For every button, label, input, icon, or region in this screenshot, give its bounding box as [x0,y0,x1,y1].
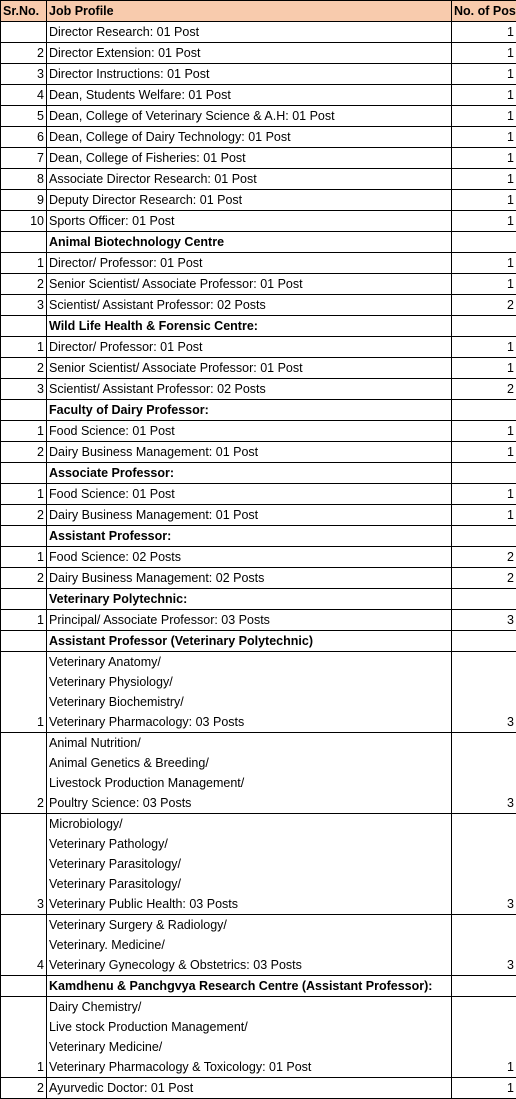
job-profile-line: Live stock Production Management/ [49,1017,449,1037]
section-header-row [1,463,516,484]
posts-count-cell [452,976,516,997]
sr-no-cell: 4 [1,85,47,106]
section-title-cell [47,589,452,610]
section-title-cell [47,232,452,253]
job-profile-line: Veterinary Parasitology/ [49,874,449,894]
table-row [1,814,516,915]
table-row [1,568,516,589]
job-profile-line: Veterinary Surgery & Radiology/ [49,915,449,935]
job-profile-line: Veterinary Public Health: 03 Posts [49,894,449,914]
table-row [1,358,516,379]
table-row [1,274,516,295]
posts-count-cell: 3 [452,915,516,976]
posts-count-cell: 3 [452,733,516,814]
job-profile-cell [47,421,452,442]
job-profile-line: Director Extension: 01 Post [49,43,449,63]
job-profile-line: Wild Life Health & Forensic Centre: [49,316,449,336]
job-profile-line: Veterinary Pharmacology & Toxicology: 01 Post [49,1057,449,1077]
job-profile-line: Faculty of Dairy Professor: [49,400,449,420]
table-row [1,547,516,568]
table-row [1,379,516,400]
posts-count-cell [452,400,516,421]
job-profile-cell [47,814,452,915]
posts-count-cell: 3 [452,610,516,631]
job-profile-line: Director/ Professor: 01 Post [49,253,449,273]
sr-no-cell: 9 [1,190,47,211]
job-profile-line: Director/ Professor: 01 Post [49,337,449,357]
job-profile-line: Veterinary Biochemistry/ [49,692,449,712]
posts-count-cell: 2 [452,379,516,400]
posts-count-cell: 2 [452,568,516,589]
table-row [1,127,516,148]
job-profile-line: Dean, College of Veterinary Science & A.H: 01 Post [49,106,449,126]
sr-no-cell: 7 [1,148,47,169]
sr-no-cell: 6 [1,127,47,148]
sr-no-cell: 1 [1,652,47,733]
section-header-row [1,400,516,421]
job-profile-cell [47,22,452,43]
job-profile-cell [47,169,452,190]
section-header-row [1,589,516,610]
job-profile-line: Animal Nutrition/ [49,733,449,753]
header-sr-no: Sr.No. [1,1,47,22]
job-profile-line: Dean, College of Fisheries: 01 Post [49,148,449,168]
job-profile-line: Dairy Business Management: 02 Posts [49,568,449,588]
job-profile-line: Veterinary. Medicine/ [49,935,449,955]
job-profile-line: Director Research: 01 Post [49,22,449,42]
job-profile-line: Animal Genetics & Breeding/ [49,753,449,773]
job-profile-line: Assistant Professor (Veterinary Polytechnic) [49,631,449,651]
posts-count-cell: 1 [452,64,516,85]
sr-no-cell: 2 [1,505,47,526]
table-row [1,442,516,463]
job-profile-cell [47,85,452,106]
job-profile-line: Principal/ Associate Professor: 03 Posts [49,610,449,630]
sr-no-cell [1,22,47,43]
job-profile-line: Food Science: 01 Post [49,484,449,504]
job-profile-line: Deputy Director Research: 01 Post [49,190,449,210]
sr-no-cell [1,976,47,997]
job-profile-line: Dairy Business Management: 01 Post [49,442,449,462]
posts-count-cell: 1 [452,358,516,379]
sr-no-cell: 4 [1,915,47,976]
job-profile-line: Veterinary Polytechnic: [49,589,449,609]
posts-count-cell: 3 [452,652,516,733]
posts-count-cell: 1 [452,421,516,442]
posts-count-cell: 1 [452,337,516,358]
posts-count-cell: 1 [452,127,516,148]
job-profile-line: Dairy Chemistry/ [49,997,449,1017]
job-profile-cell [47,64,452,85]
job-profile-cell [47,43,452,64]
posts-count-cell [452,631,516,652]
table-row [1,211,516,232]
job-profile-cell [47,358,452,379]
sr-no-cell: 1 [1,337,47,358]
sr-no-cell: 5 [1,106,47,127]
posts-count-cell: 1 [452,169,516,190]
sr-no-cell: 2 [1,442,47,463]
job-profile-cell [47,337,452,358]
sr-no-cell: 1 [1,253,47,274]
posts-count-cell: 1 [452,190,516,211]
posts-count-cell: 2 [452,547,516,568]
sr-no-cell [1,232,47,253]
section-header-row [1,316,516,337]
job-profile-line: Livestock Production Management/ [49,773,449,793]
posts-count-cell: 1 [452,22,516,43]
table-row [1,997,516,1078]
table-row [1,85,516,106]
sr-no-cell: 3 [1,379,47,400]
posts-count-cell: 1 [452,253,516,274]
job-profile-cell [47,652,452,733]
section-title-cell [47,631,452,652]
sr-no-cell [1,526,47,547]
posts-count-cell: 1 [452,997,516,1078]
job-profile-line: Ayurvedic Doctor: 01 Post [49,1078,449,1098]
job-profile-line: Director Instructions: 01 Post [49,64,449,84]
posts-count-cell [452,589,516,610]
job-profile-cell [47,274,452,295]
sr-no-cell [1,316,47,337]
job-profile-line: Senior Scientist/ Associate Professor: 01 Post [49,358,449,378]
job-profile-cell [47,505,452,526]
sr-no-cell: 2 [1,358,47,379]
job-profile-line: Veterinary Medicine/ [49,1037,449,1057]
job-profile-line: Veterinary Anatomy/ [49,652,449,672]
posts-count-cell [452,463,516,484]
posts-count-cell: 1 [452,43,516,64]
sr-no-cell [1,589,47,610]
job-profile-cell [47,610,452,631]
table-body [1,22,516,1099]
table-row [1,421,516,442]
job-profile-line: Veterinary Pathology/ [49,834,449,854]
sr-no-cell: 2 [1,274,47,295]
table-row [1,253,516,274]
job-profile-line: Scientist/ Assistant Professor: 02 Posts [49,379,449,399]
job-profile-line: Food Science: 02 Posts [49,547,449,567]
job-profile-line: Microbiology/ [49,814,449,834]
table-row [1,337,516,358]
job-profile-cell [47,211,452,232]
table-row [1,106,516,127]
section-title-cell [47,976,452,997]
sr-no-cell: 1 [1,610,47,631]
posts-count-cell: 2 [452,295,516,316]
job-profile-line: Kamdhenu & Panchgvya Research Centre (Assistant Professor): [49,976,449,996]
table-row [1,295,516,316]
sr-no-cell: 10 [1,211,47,232]
posts-count-cell: 1 [452,211,516,232]
job-profile-line: Animal Biotechnology Centre [49,232,449,252]
sr-no-cell: 2 [1,43,47,64]
section-title-cell [47,526,452,547]
header-job-profile: Job Profile [47,1,452,22]
job-profile-line: Associate Professor: [49,463,449,483]
table-row [1,610,516,631]
sr-no-cell: 2 [1,568,47,589]
table-row [1,1078,516,1099]
job-profile-cell [47,484,452,505]
section-title-cell [47,316,452,337]
sr-no-cell: 1 [1,421,47,442]
job-profile-line: Dean, Students Welfare: 01 Post [49,85,449,105]
job-profile-cell [47,253,452,274]
section-title-cell [47,463,452,484]
sr-no-cell: 1 [1,997,47,1078]
posts-count-cell: 1 [452,274,516,295]
sr-no-cell: 3 [1,295,47,316]
sr-no-cell: 8 [1,169,47,190]
job-profile-line: Veterinary Physiology/ [49,672,449,692]
job-profile-cell [47,997,452,1078]
job-profile-cell [47,106,452,127]
sr-no-cell: 1 [1,484,47,505]
posts-count-cell: 1 [452,85,516,106]
table-row [1,915,516,976]
job-profile-cell [47,733,452,814]
header-no-of-posts: No. of Pos [452,1,516,22]
sr-no-cell [1,631,47,652]
posts-count-cell: 1 [452,484,516,505]
sr-no-cell: 2 [1,733,47,814]
job-profile-cell [47,442,452,463]
job-profile-line: Veterinary Parasitology/ [49,854,449,874]
table-row [1,505,516,526]
sr-no-cell [1,400,47,421]
sr-no-cell: 2 [1,1078,47,1099]
table-row [1,652,516,733]
table-header-row [1,1,516,22]
job-profile-line: Associate Director Research: 01 Post [49,169,449,189]
section-header-row [1,631,516,652]
job-profile-cell [47,547,452,568]
posts-count-cell: 1 [452,505,516,526]
job-profile-cell [47,1078,452,1099]
table-row [1,484,516,505]
job-profile-cell [47,190,452,211]
job-profile-line: Veterinary Pharmacology: 03 Posts [49,712,449,732]
section-header-row [1,232,516,253]
posts-count-cell [452,316,516,337]
job-profile-line: Scientist/ Assistant Professor: 02 Posts [49,295,449,315]
posts-count-cell: 1 [452,1078,516,1099]
job-profile-cell [47,915,452,976]
table-row [1,148,516,169]
job-profile-line: Sports Officer: 01 Post [49,211,449,231]
sr-no-cell: 3 [1,64,47,85]
section-title-cell [47,400,452,421]
table-row [1,22,516,43]
posts-count-cell: 1 [452,106,516,127]
section-header-row [1,526,516,547]
table-row [1,733,516,814]
job-profile-line: Assistant Professor: [49,526,449,546]
job-profile-line: Food Science: 01 Post [49,421,449,441]
job-profile-cell [47,127,452,148]
posts-count-cell: 1 [452,442,516,463]
table-row [1,169,516,190]
job-profile-line: Senior Scientist/ Associate Professor: 01 Post [49,274,449,294]
job-profile-cell [47,568,452,589]
posts-count-cell: 1 [452,148,516,169]
posts-count-cell [452,232,516,253]
table-row [1,190,516,211]
job-profile-cell [47,295,452,316]
posts-count-cell: 3 [452,814,516,915]
posts-count-cell [452,526,516,547]
job-profile-cell [47,379,452,400]
job-profile-line: Dairy Business Management: 01 Post [49,505,449,525]
job-profile-line: Veterinary Gynecology & Obstetrics: 03 Posts [49,955,449,975]
sr-no-cell: 1 [1,547,47,568]
sr-no-cell [1,463,47,484]
sr-no-cell: 3 [1,814,47,915]
job-profile-line: Dean, College of Dairy Technology: 01 Post [49,127,449,147]
table-row [1,43,516,64]
table-row [1,64,516,85]
job-profile-cell [47,148,452,169]
section-header-row [1,976,516,997]
job-profile-line: Poultry Science: 03 Posts [49,793,449,813]
